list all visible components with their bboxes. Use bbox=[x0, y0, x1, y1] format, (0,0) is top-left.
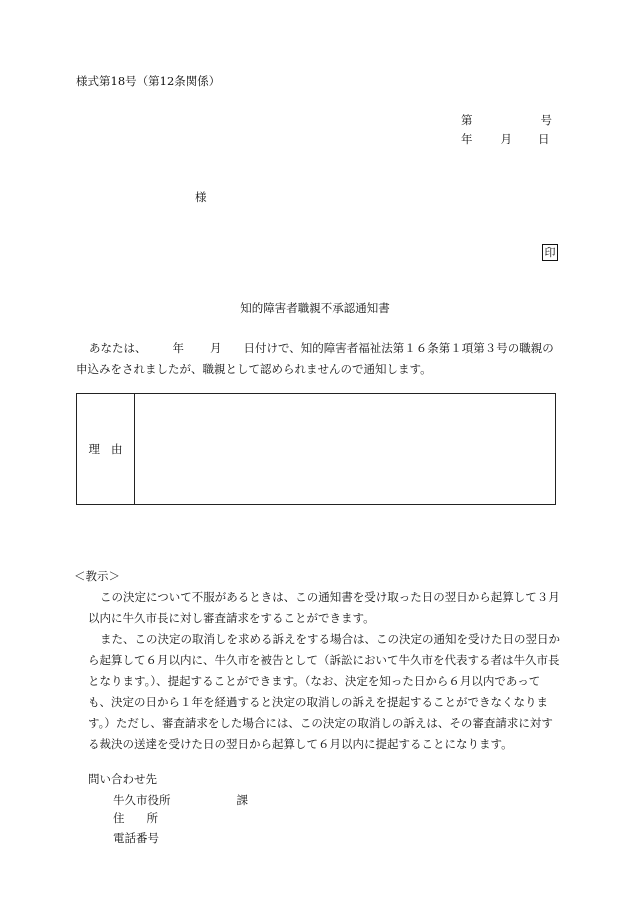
contact-address-label-1: 住 bbox=[113, 811, 125, 825]
document-title: 知的障害者職親不承認通知書 bbox=[240, 301, 390, 315]
reason-table bbox=[76, 393, 556, 505]
seal-mark: 印 bbox=[542, 244, 558, 261]
body-year: 年 bbox=[172, 341, 184, 355]
reason-content-cell bbox=[135, 394, 555, 504]
contact-heading: 問い合わせ先 bbox=[88, 772, 157, 786]
notice-heading: ＜教示＞ bbox=[74, 569, 120, 583]
doc-no-suffix: 号 bbox=[540, 113, 552, 127]
notice-section bbox=[76, 566, 560, 755]
contact-phone-label: 電話番号 bbox=[113, 831, 159, 845]
doc-no-prefix: 第 bbox=[461, 113, 473, 127]
body-part2: 日付けで、知的障害者福祉法第１６条第１項第３号の職親の申込みをされましたが、職親として認められませんので通知します。 bbox=[76, 341, 554, 376]
contact-address-row bbox=[113, 813, 158, 825]
contact-office: 牛久市役所 bbox=[113, 793, 171, 807]
contact-address-label-2: 所 bbox=[146, 811, 158, 825]
date-day: 日 bbox=[538, 132, 550, 146]
document-body bbox=[76, 338, 560, 380]
reason-label-cell bbox=[77, 394, 135, 504]
document-number bbox=[461, 115, 552, 127]
date-year: 年 bbox=[461, 132, 473, 146]
addressee-honorific: 様 bbox=[195, 190, 207, 204]
form-number: 様式第18号（第12条関係） bbox=[76, 74, 221, 88]
notice-paragraph-2: また、この決定の取消しを求める訴えをする場合は、この決定の通知を受けた日の翌日から起算して６月以内に、牛久市を被告として（訴訟において牛久市を代表する者は牛久市長となります。）、提起することができます。（なお、決定を知った日から６月以内であっても、決定の日から１年を経過すると決定の取消しの訴えを提起することができなくなります。）ただし、審査請求をした場合には、この決定の取消しの訴えは、その審査請求に対する裁決の送達を受けた日の翌日から起算して６月以内に提起することになります。 bbox=[88, 632, 560, 751]
date-month: 月 bbox=[500, 132, 512, 146]
contact-section: 課 bbox=[236, 793, 248, 807]
body-month: 月 bbox=[210, 341, 222, 355]
body-part1: あなたは、 bbox=[89, 341, 147, 355]
notice-paragraph-1: この決定について不服があるときは、この通知書を受け取った日の翌日から起算して３月以内に牛久市長に対し審査請求をすることができます。 bbox=[88, 590, 560, 625]
contact-office-row bbox=[113, 795, 248, 807]
document-date bbox=[461, 134, 550, 146]
reason-label: 理由 bbox=[88, 442, 134, 456]
